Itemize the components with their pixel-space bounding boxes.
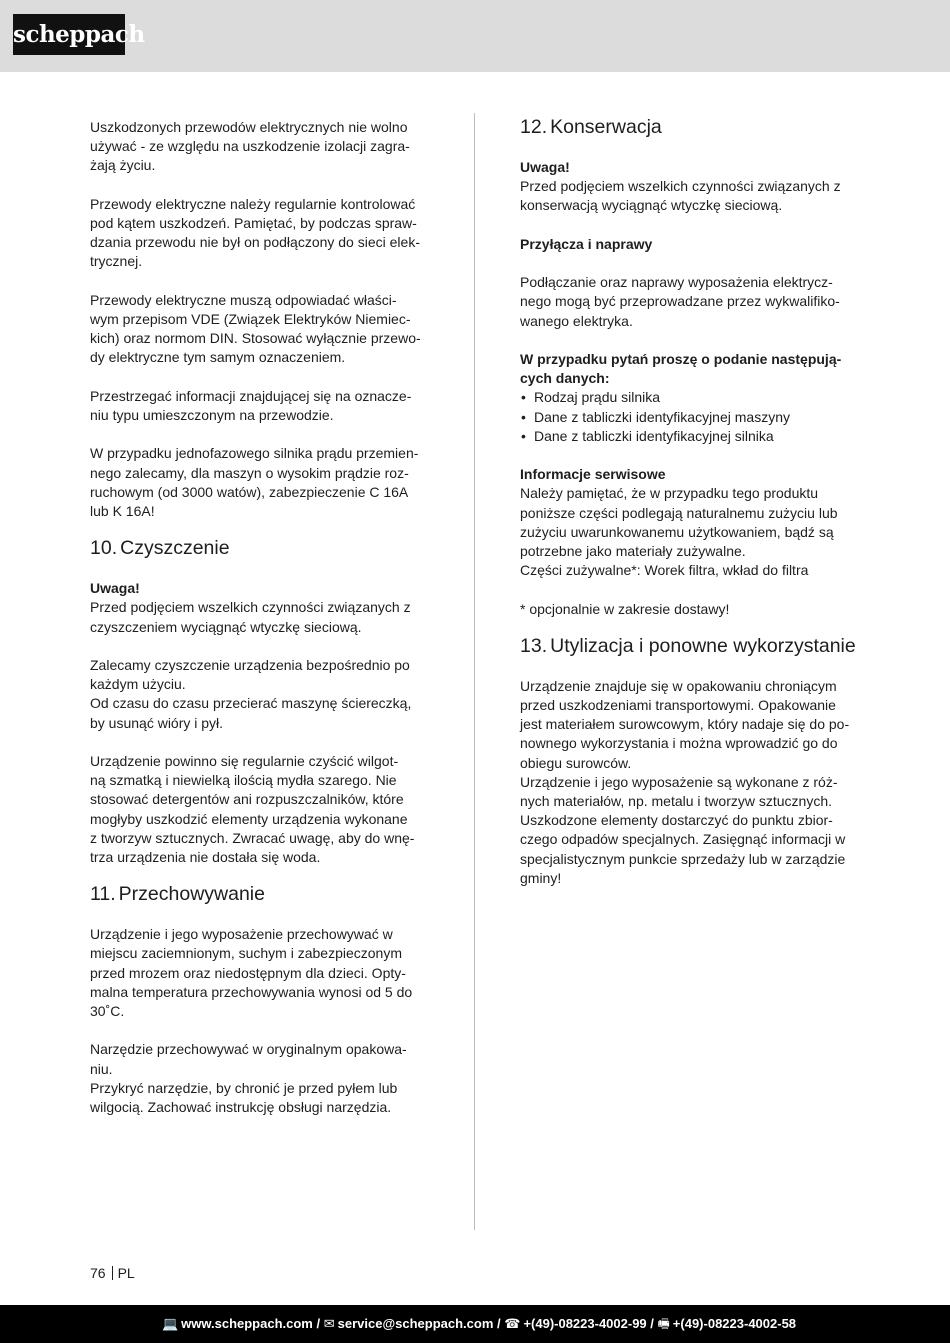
text-line: trza urządzenia nie dostała się woda. xyxy=(90,849,321,866)
text-line: wanego elektryka. xyxy=(520,312,633,329)
text-line: pod kątem uszkodzeń. Pamiętać, by podczas spraw- xyxy=(90,215,417,231)
footer-website[interactable]: www.scheppach.com xyxy=(181,1316,313,1331)
text-line: każdym użyciu. xyxy=(90,676,186,693)
text-line: miejscu zaciemnionym, suchym i zabezpieczonym xyxy=(90,945,402,962)
text-line: potrzebne jako materiały zużywalne. xyxy=(520,543,746,559)
paragraph xyxy=(90,925,430,1021)
section-heading-12 xyxy=(520,116,860,138)
page-number-separator xyxy=(112,1266,113,1280)
paragraph xyxy=(520,273,860,331)
text-line: czego odpadów specjalnych. Zasięgnąć informacji w xyxy=(520,831,846,848)
section-heading-13 xyxy=(520,635,860,657)
text-line: lub K 16A! xyxy=(90,503,155,519)
text-line: poniższe części podlegają naturalnemu zużyciu lub xyxy=(520,504,838,521)
phone-icon: ☎ xyxy=(504,1316,521,1331)
section-title: Czyszczenie xyxy=(120,537,230,560)
text-line: Narzędzie przechowywać w oryginalnym opakowa- xyxy=(90,1041,407,1058)
text-line: czyszczeniem wyciągnąć wtyczkę sieciową. xyxy=(90,618,362,635)
text-line: ruchowym (od 3000 watów), zabezpieczenie C 16A xyxy=(90,483,409,500)
text-line: 30˚C. xyxy=(90,1003,125,1020)
section-number: 10. xyxy=(90,537,118,560)
text-line: przed mrozem oraz niedostępnym dla dzieci. Opty- xyxy=(90,964,406,981)
list-item: • Rodzaj prądu silnika xyxy=(520,388,860,407)
text-line: zużyciu uwarunkowanemu użytkowaniem, bądź są xyxy=(520,523,834,540)
text-line: nownego wykorzystania i można wprowadzić go do xyxy=(520,735,838,752)
text-line: Przed podjęciem wszelkich czynności związanych z xyxy=(520,178,841,195)
text-line: używać - ze względu na uszkodzenie izolacji zagra- xyxy=(90,138,410,155)
fax-icon: 🖷 xyxy=(657,1316,670,1331)
computer-icon: 💻 xyxy=(161,1316,179,1331)
footer-phone[interactable]: +(49)-08223-4002-99 xyxy=(523,1316,647,1331)
text-line: nego mogą być przeprowadzane przez wykwalifiko- xyxy=(520,293,840,310)
warning-label: Uwaga! xyxy=(520,159,570,175)
text-line: konserwacją wyciągnąć wtyczkę sieciową. xyxy=(520,197,783,214)
section-number: 13. xyxy=(520,634,548,657)
text-line: Zalecamy czyszczenie urządzenia bezpośrednio po xyxy=(90,657,410,673)
section-number: 12. xyxy=(520,116,548,138)
text-line: mogłyby uszkodzić elementy urządzenia wykonane xyxy=(90,810,408,827)
section-title: Utylizacja i ponowne wykorzystanie xyxy=(550,634,856,657)
text-line: W przypadku jednofazowego silnika prądu przemien- xyxy=(90,445,419,462)
text-line: dzania przewodu nie był on podłączony do sieci elek- xyxy=(90,234,420,251)
text-line: niu. xyxy=(90,1060,113,1077)
footer-separator: / xyxy=(493,1316,505,1331)
paragraph xyxy=(90,598,430,636)
text-line: Urządzenie i jego wyposażenie są wykonane z róż- xyxy=(520,773,838,790)
subheading: Informacje serwisowe xyxy=(520,466,666,483)
text-line: jest materiałem surowcowym, który nadaje się do po- xyxy=(520,716,850,733)
page-language: PL xyxy=(117,1265,135,1281)
footer-separator: / xyxy=(646,1316,658,1331)
page-number-value: 76 xyxy=(90,1265,106,1281)
paragraph xyxy=(520,177,860,215)
paragraph xyxy=(90,1040,430,1117)
bullet-list xyxy=(520,388,860,446)
paragraph xyxy=(90,387,430,425)
text-line: Przewody elektryczne muszą odpowiadać właści- xyxy=(90,291,397,308)
text-line: trycznej. xyxy=(90,253,143,270)
text-line: gminy! xyxy=(520,869,562,886)
right-column xyxy=(520,116,860,888)
section-title: Przechowywanie xyxy=(118,883,265,906)
section-title: Konserwacja xyxy=(550,116,662,138)
subheading: Przyłącza i naprawy xyxy=(520,235,653,252)
text-line: nych materiałów, np. metalu i tworzyw sztucznych. xyxy=(520,793,833,810)
text-line: W przypadku pytań proszę o podanie następują- xyxy=(520,350,842,367)
list-item: • Dane z tabliczki identyfikacyjnej silnika xyxy=(520,427,860,446)
text-line: Urządzenie powinno się regularnie czyścić wilgot- xyxy=(90,753,399,769)
text-line: malna temperatura przechowywania wynosi od 5 do xyxy=(90,983,413,1000)
text-line: Od czasu do czasu przecierać maszynę ściereczką, xyxy=(90,695,412,712)
text-line: wym przepisom VDE (Związek Elektryków Niemiec- xyxy=(90,311,411,327)
paragraph xyxy=(90,444,430,521)
section-number: 11. xyxy=(90,883,116,906)
text-line: z tworzyw sztucznych. Zwracać uwagę, aby do wnę- xyxy=(90,829,415,846)
paragraph xyxy=(520,484,860,580)
paragraph xyxy=(90,118,430,176)
text-line: Należy pamiętać, że w przypadku tego produktu xyxy=(520,485,819,502)
scheppach-logo: scheppach xyxy=(13,14,125,55)
footnote: * opcjonalnie w zakresie dostawy! xyxy=(520,600,730,617)
text-line: Przed podjęciem wszelkich czynności związanych z xyxy=(90,599,411,616)
text-line: stosować detergentów ani rozpuszczalników, które xyxy=(90,791,404,808)
text-line: Części zużywalne*: Worek filtra, wkład do filtra xyxy=(520,562,809,579)
text-line: cych danych: xyxy=(520,370,610,387)
mail-icon: ✉ xyxy=(323,1316,335,1331)
paragraph xyxy=(90,752,430,867)
warning-label: Uwaga! xyxy=(90,580,140,597)
text-line: Przewody elektryczne należy regularnie kontrolować xyxy=(90,195,416,212)
text-line: ną szmatką i niewielką ilością mydła szarego. Nie xyxy=(90,772,397,789)
page-header xyxy=(0,0,950,72)
section-heading-11 xyxy=(90,883,430,905)
text-line: kich) oraz normom DIN. Stosować wyłącznie przewo- xyxy=(90,330,421,347)
text-line: Przykryć narzędzie, by chronić je przed pyłem lub xyxy=(90,1079,398,1096)
footer-email[interactable]: service@scheppach.com xyxy=(337,1316,494,1331)
left-column xyxy=(90,118,430,1117)
subheading xyxy=(520,350,860,388)
text-line: nego zalecamy, dla maszyn o wysokim prądzie roz- xyxy=(90,464,409,481)
list-item: • Dane z tabliczki identyfikacyjnej maszyny xyxy=(520,408,860,427)
text-line: żają życiu. xyxy=(90,157,156,174)
paragraph xyxy=(90,291,430,368)
text-line: Uszkodzonych przewodów elektrycznych nie wolno xyxy=(90,119,408,135)
footer-separator: / xyxy=(312,1316,324,1331)
text-line: Urządzenie i jego wyposażenie przechowywać w xyxy=(90,926,393,943)
paragraph xyxy=(520,677,860,888)
paragraph xyxy=(90,195,430,272)
footer-fax: +(49)-08223-4002-58 xyxy=(672,1316,797,1331)
text-line: przed uszkodzeniami transportowymi. Opakowanie xyxy=(520,697,836,713)
text-line: specjalistycznym punkcie sprzedaży lub w zarządzie xyxy=(520,850,846,867)
text-line: Przestrzegać informacji znajdującej się na oznacze- xyxy=(90,387,412,404)
text-line: niu typu umieszczonym na przewodzie. xyxy=(90,407,334,423)
text-line: dy elektryczne tym samym oznaczeniem. xyxy=(90,349,346,366)
page-number xyxy=(90,1265,135,1282)
text-line: Urządzenie znajduje się w opakowaniu chroniącym xyxy=(520,677,837,694)
text-line: by usunąć wióry i pył. xyxy=(90,714,224,731)
text-line: Podłączanie oraz naprawy wyposażenia elektrycz- xyxy=(520,274,833,291)
text-line: Uszkodzone elementy dostarczyć do punktu zbior- xyxy=(520,812,833,829)
text-line: wilgocią. Zachować instrukcję obsługi narzędzia. xyxy=(90,1099,392,1116)
text-line: obiegu surowców. xyxy=(520,754,632,771)
page-footer xyxy=(0,1305,950,1343)
section-heading-10 xyxy=(90,537,430,559)
column-divider xyxy=(474,113,475,1230)
paragraph xyxy=(90,656,430,733)
